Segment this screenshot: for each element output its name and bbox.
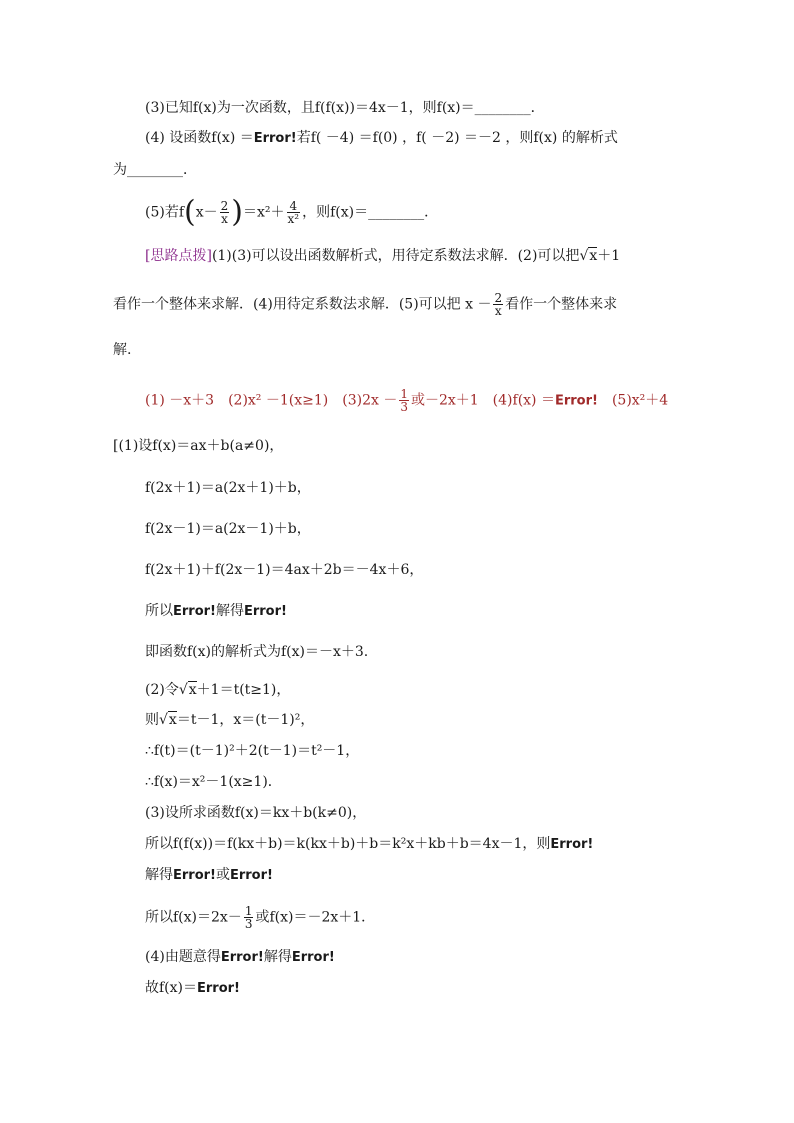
error-text: Error! [550,837,594,852]
solution-line: 所以f(f(x))＝f(kx＋b)＝k(kx＋b)＋b＝k²x＋kb＋b＝4x－1，则Error! [145,836,594,852]
answer-line: (1) －x＋3 (2)x² －1(x≥1) (3)2x － $\frac{1}{3}$ 或－2x＋1 (4)f(x) ＝Error! (5)x²＋4 [145,387,669,414]
error-text: Error! [173,868,216,883]
solution-line: f(2x＋1)＋f(2x－1)＝4ax＋2b＝－4x＋6， [145,562,424,578]
error-text: Error! [253,131,297,146]
solution-line: [(1)设f(x)＝ax＋b(a≠0)， [113,438,284,454]
solution-line: 则√x＝t－1，x＝(t－1)²， [145,712,315,728]
question-4: (4) 设函数f(x) ＝Error!若f( －4) ＝f(0) ，f( －2) ＝－2 ，则f(x) 的解析式 [145,130,618,146]
hint-line-3: 解. [113,342,132,358]
solution-line: (3)设所求函数f(x)＝kx＋b(k≠0)， [145,805,367,821]
hint-line-1: [思路点拨](1)(3)可以设出函数解析式，用待定系数法求解．(2)可以把√x＋1 [145,248,621,264]
fraction: $\frac{2}{x}$ [494,291,503,318]
question-3: (3)已知f(x)为一次函数，且f(f(x))＝4x－1，则f(x)＝________． [145,100,545,116]
solution-line: 所以f(x)＝2x－ $\frac{1}{3}$ 或f(x)＝－2x＋1． [145,904,376,931]
error-text: Error! [554,393,598,409]
solution-line: 故f(x)＝Error! [145,980,240,996]
hint-line-2: 看作一个整体来求解．(4)用待定系数法求解．(5)可以把 x － $\frac{2}{x}$ 看作一个整体来求 [113,291,618,318]
error-text: Error! [243,604,287,619]
error-text: Error! [197,981,240,996]
solution-line: 所以Error!解得Error! [145,603,287,619]
fraction: $\frac{4}{\text{x²}}$ [287,199,300,226]
solution-line: f(2x＋1)＝a(2x＋1)＋b， [145,480,311,496]
question-5: (5)若f(x－ $\frac{2}{x}$ )＝x²＋ $\frac{4}{\text{x²}}$ ，则f(x)＝________． [145,194,439,230]
fraction: $\frac{1}{3}$ [400,387,408,414]
error-text: Error! [229,868,273,883]
error-text: Error! [220,950,264,965]
solution-line: (4)由题意得Error!解得Error! [145,949,335,965]
fraction: $\frac{1}{3}$ [244,904,253,931]
solution-line: ∴f(t)＝(t－1)²＋2(t－1)＝t²－1， [145,743,360,759]
hint-label: [思路点拨] [145,248,212,264]
solution-line: f(2x－1)＝a(2x－1)＋b， [145,521,311,537]
solution-line: ∴f(x)＝x²－1(x≥1)． [145,774,282,790]
fraction: $\frac{2}{x}$ [220,199,229,226]
solution-line: 解得Error!或Error! [145,867,273,883]
solution-line: 即函数f(x)的解析式为f(x)＝－x＋3. [145,644,369,660]
error-text: Error! [291,950,335,965]
question-4-blank: 为________． [113,162,197,178]
error-text: Error! [173,604,216,619]
solution-line: (2)令√x＋1＝t(t≥1)， [145,682,291,698]
